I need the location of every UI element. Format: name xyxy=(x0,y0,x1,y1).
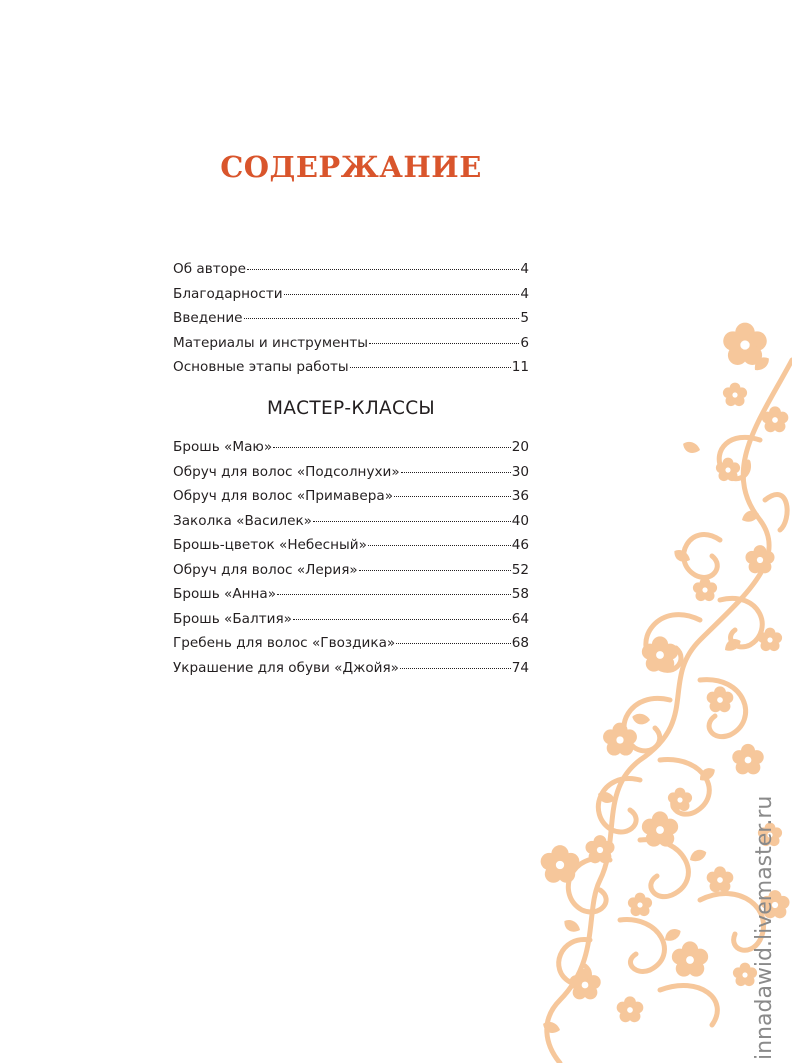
dot-leader xyxy=(369,343,519,344)
toc-entry[interactable] xyxy=(173,460,529,485)
toc-entry[interactable] xyxy=(173,435,529,460)
toc-entry-page: 6 xyxy=(520,334,529,351)
dot-leader xyxy=(350,367,511,368)
dot-leader xyxy=(400,668,511,669)
toc-entry-page: 52 xyxy=(511,561,529,578)
dot-leader xyxy=(368,545,511,546)
toc-entry-page: 4 xyxy=(520,261,529,277)
toc-entry-label: Заколка «Василек» xyxy=(173,512,312,529)
toc-entry[interactable] xyxy=(173,558,529,583)
toc-entry-page: 36 xyxy=(511,488,529,504)
dot-leader xyxy=(273,447,511,448)
toc-entry-label: Материалы и инструменты xyxy=(173,334,368,351)
toc-entry-label: Основные этапы работы xyxy=(173,359,349,375)
toc-entry[interactable] xyxy=(173,533,529,558)
toc-entry[interactable] xyxy=(173,257,529,282)
dot-leader xyxy=(396,643,510,644)
toc-entry-label: Брошь «Анна» xyxy=(173,586,277,602)
toc-entry[interactable] xyxy=(173,331,529,356)
toc-entry-label: Брошь «Балтия» xyxy=(173,610,292,627)
toc-entry-page: 68 xyxy=(511,635,529,651)
dot-leader xyxy=(359,570,511,571)
toc-entry-label: Украшение для обуви «Джойя» xyxy=(173,659,399,676)
dot-leader xyxy=(313,521,511,522)
toc-entry-label: Обруч для волос «Примавера» xyxy=(173,488,394,504)
toc-entry-page: 20 xyxy=(511,439,529,455)
toc-main-list xyxy=(173,257,529,380)
toc-entry-page: 40 xyxy=(511,512,529,529)
section-heading: МАСТЕР-КЛАССЫ xyxy=(266,398,436,419)
toc-entry[interactable] xyxy=(173,656,529,681)
dot-leader xyxy=(284,294,520,295)
toc-entry[interactable] xyxy=(173,582,529,607)
toc-entry[interactable] xyxy=(173,484,529,509)
dot-leader xyxy=(293,619,511,620)
toc-entry[interactable] xyxy=(173,355,529,380)
page-title: СОДЕРЖАНИЕ xyxy=(220,150,482,184)
toc-entry-page: 64 xyxy=(511,610,529,627)
toc-entry-label: Гребень для волос «Гвоздика» xyxy=(173,635,396,651)
dot-leader xyxy=(244,318,520,319)
toc-entry[interactable] xyxy=(173,306,529,331)
toc-entry-page: 4 xyxy=(520,285,529,302)
toc-entry-label: Обруч для волос «Лерия» xyxy=(173,561,358,578)
toc-entry[interactable] xyxy=(173,282,529,307)
dot-leader xyxy=(394,496,511,497)
toc-entry-label: Брошь «Маю» xyxy=(173,439,273,455)
toc-entry-page: 46 xyxy=(511,537,529,553)
toc-entry-label: Благодарности xyxy=(173,285,283,302)
toc-entry[interactable] xyxy=(173,631,529,656)
dot-leader xyxy=(277,594,511,595)
toc-entry[interactable] xyxy=(173,607,529,632)
toc-classes-list xyxy=(173,435,529,680)
toc-entry-label: Брошь-цветок «Небесный» xyxy=(173,537,367,553)
toc-entry-label: Об авторе xyxy=(173,261,246,277)
toc-entry-page: 30 xyxy=(511,463,529,480)
toc-entry[interactable] xyxy=(173,509,529,534)
dot-leader xyxy=(401,472,511,473)
watermark: innadawid.livemaster.ru xyxy=(752,795,777,1060)
toc-entry-label: Обруч для волос «Подсолнухи» xyxy=(173,463,400,480)
toc-entry-page: 11 xyxy=(511,359,529,375)
toc-entry-label: Введение xyxy=(173,310,243,326)
toc-entry-page: 74 xyxy=(511,659,529,676)
toc-entry-page: 58 xyxy=(511,586,529,602)
dot-leader xyxy=(247,269,519,270)
toc-entry-page: 5 xyxy=(520,310,529,326)
